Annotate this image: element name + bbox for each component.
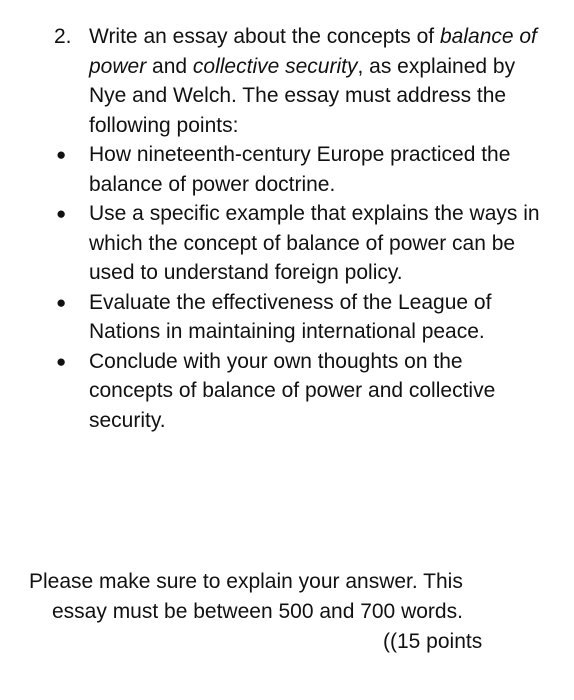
intro-text-c: , as explained by Nye and Welch. The essay must address the following points: (89, 54, 516, 137)
intro-text-b: and (146, 54, 193, 78)
footer-line-word-count: essay must be between 500 and 700 words. (52, 600, 463, 623)
question-intro (52, 22, 552, 140)
footer-line-explain: Please make sure to explain your answer. This (29, 570, 463, 593)
bullet-icon: ● (56, 292, 67, 312)
list-item (52, 199, 552, 288)
intro-text-a: Write an essay about the concepts of (89, 25, 440, 48)
bullet-text: How nineteenth-century Europe practiced the balance of power doctrine. (89, 143, 511, 196)
instructions-footer (20, 567, 520, 657)
footer-line-points: ((15 points (383, 630, 483, 653)
bullet-text: Conclude with your own thoughts on the concepts of balance of power and collective security. (89, 349, 496, 432)
bullet-text: Evaluate the effectiveness of the League of Nations in maintaining international peace. (89, 290, 492, 343)
essay-question (52, 22, 552, 435)
bullet-text: Use a specific example that explains the ways in which the concept of balance of power can be used to understand foreign policy. (89, 202, 540, 284)
bullet-icon: ● (56, 351, 67, 371)
list-item (52, 347, 552, 436)
list-item (52, 288, 552, 347)
term-collective-security: collective security (192, 54, 358, 78)
term-balance-of-power: balance of power (89, 25, 537, 78)
list-item (52, 140, 552, 199)
question-number: 2. (54, 25, 72, 48)
bullet-icon: ● (56, 204, 67, 223)
bullet-icon: ● (56, 145, 67, 164)
